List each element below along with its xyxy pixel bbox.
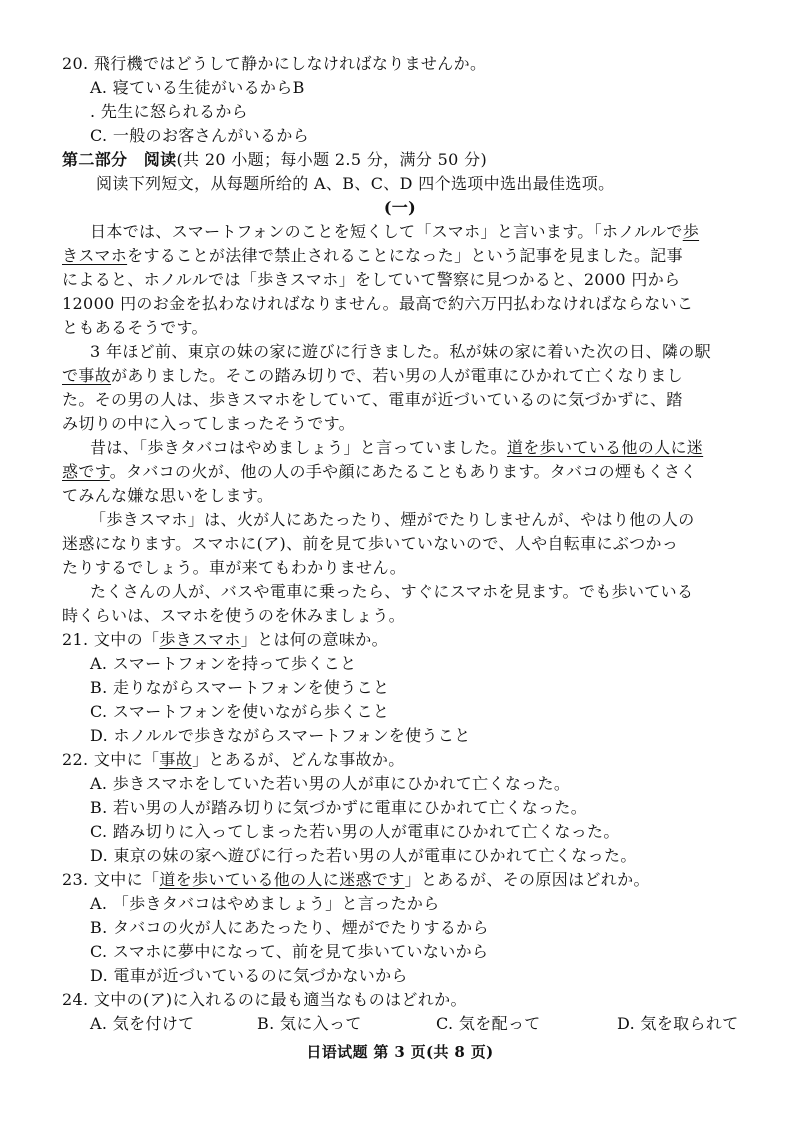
passage-line — [90, 220, 790, 244]
passage-line — [62, 244, 762, 268]
passage-line: た。その男の人は、歩きスマホをしていて、電車が近づいているのに気づかずに、踏 — [62, 390, 683, 409]
passage-line: ともあるそうです。 — [62, 318, 208, 337]
section-instruction: 阅读下列短文，从每题所给的 A、B、C、D 四个选项中选出最佳选项。 — [96, 174, 615, 193]
q23-option-b: B. タバコの火が人にあたったり、煙がでたりするから — [90, 918, 489, 937]
q22-stem-pre: 22. 文中に「 — [62, 750, 160, 769]
section-title: 第二部分 阅读 — [62, 150, 177, 169]
q23-option-d: D. 電車が近づいているのに気づかないから — [90, 966, 408, 985]
q24-option-d: D. 気を取られて — [617, 1014, 739, 1033]
q24-options — [90, 1012, 770, 1036]
q23-stem — [62, 868, 762, 892]
passage-line: たりするでしょう。車が来てもわかりません。 — [62, 558, 407, 577]
passage-line: 「歩きスマホ」は、火が人にあたったり、煙がでたりしませんが、やはり他の人の — [90, 510, 695, 529]
passage-line: てみんな嫌な思いをします。 — [62, 486, 274, 505]
passage-text: 昔は、「歩きタバコはやめましょう」と言っていました。 — [90, 438, 507, 457]
q21-option-a: A. スマートフォンを持って歩くこと — [90, 654, 357, 673]
q22-option-d: D. 東京の妹の家へ遊びに行った若い男の人が電車にひかれて亡くなった。 — [90, 846, 637, 865]
passage-line — [62, 364, 762, 388]
underlined-text: きスマホ — [62, 246, 128, 265]
page-footer: 日语试题 第 3 页(共 8 页) — [306, 1043, 494, 1061]
underlined-text: 歩きスマホ — [159, 630, 241, 649]
passage-line: 3 年ほど前、東京の妹の家に遊びに行きました。私が妹の家に着いた次の日、隣の駅 — [90, 342, 711, 361]
q21-option-c: C. スマートフォンを使いながら歩くこと — [90, 702, 390, 721]
q23-stem-pre: 23. 文中に「 — [62, 870, 160, 889]
q23-option-a: A. 「歩きタバコはやめましょう」と言ったから — [90, 894, 440, 913]
passage-number: (一) — [383, 198, 417, 217]
underlined-text: 歩 — [682, 222, 700, 241]
q22-stem-post: 」とあるが、どんな事故か。 — [192, 750, 405, 769]
q20-option-a: A. 寝ている生徒がいるからB — [90, 78, 305, 97]
section-info: (共 20 小题；每小题 2.5 分，满分 50 分) — [176, 150, 488, 169]
passage-line: 迷惑になります。スマホに(ア)、前を見て歩いていないので、人や自転車にぶつかっ — [62, 534, 679, 553]
q24-stem: 24. 文中の(ア)に入れるのに最も適当なものはどれか。 — [62, 990, 467, 1009]
q21-stem — [62, 628, 762, 652]
q21-option-b: B. 走りながらスマートフォンを使うこと — [90, 678, 390, 697]
q20-option-c: C. 一般のお客さんがいるから — [90, 126, 310, 145]
passage-line: によると、ホノルルでは「歩きスマホ」をしていて警察に見つかると、2000 円から — [62, 270, 681, 289]
q20-stem: 20. 飛行機ではどうして静かにしなければなりませんか。 — [62, 54, 487, 73]
section-header — [62, 148, 762, 172]
q21-option-d: D. ホノルルで歩きながらスマートフォンを使うこと — [90, 726, 471, 745]
q22-option-b: B. 若い男の人が踏み切りに気づかずに電車にひかれて亡くなった。 — [90, 798, 588, 817]
q20-option-b: . 先生に怒られるから — [90, 102, 249, 121]
underlined-text: 道を歩いている他の人に迷惑です — [159, 870, 405, 889]
q23-option-c: C. スマホに夢中になって、前を見て歩いていないから — [90, 942, 489, 961]
passage-line: たくさんの人が、バスや電車に乗ったら、すぐにスマホを見ます。でも歩いている — [90, 582, 694, 601]
q24-option-b: B. 気に入って — [257, 1014, 362, 1033]
underlined-text: 道を歩いている他の人に迷 — [506, 438, 704, 457]
q22-stem — [62, 748, 762, 772]
q24-option-c: C. 気を配って — [436, 1014, 541, 1033]
passage-text: 。タバコの火が、他の人の手や顔にあたることもあります。タバコの煙もくさく — [109, 462, 697, 481]
passage-line — [90, 436, 790, 460]
q21-stem-post: 」とは何の意味か。 — [240, 630, 388, 649]
q22-option-a: A. 歩きスマホをしていた若い男の人が車にひかれて亡くなった。 — [90, 774, 571, 793]
q21-stem-pre: 21. 文中の「 — [62, 630, 160, 649]
passage-line: 12000 円のお金を払わなければなりません。最高で約六万円払わなければならないこ — [62, 294, 694, 313]
q24-option-a: A. 気を付けて — [90, 1014, 195, 1033]
underlined-text: 事故 — [159, 750, 193, 769]
q22-option-c: C. 踏み切りに入ってしまった若い男の人が電車にひかれて亡くなった。 — [90, 822, 620, 841]
passage-text: 日本では、スマートフォンのことを短くして「スマホ」と言います。「ホノルルで — [90, 222, 683, 241]
passage-text: をすることが法律で禁止されることになった」という記事を見ました。記事 — [127, 246, 683, 265]
underlined-text: で事故 — [62, 366, 112, 385]
underlined-text: 惑です — [62, 462, 110, 481]
q23-stem-post: 」とあるが、その原因はどれか。 — [404, 870, 650, 889]
passage-line: 時くらいは、スマホを使うのを休みましょう。 — [62, 606, 406, 625]
passage-line: み切りの中に入ってしまったそうです。 — [62, 414, 356, 433]
passage-text: がありました。そこの踏み切りで、若い男の人が電車にひかれて亡くなりまし — [111, 366, 683, 385]
passage-line — [62, 460, 762, 484]
